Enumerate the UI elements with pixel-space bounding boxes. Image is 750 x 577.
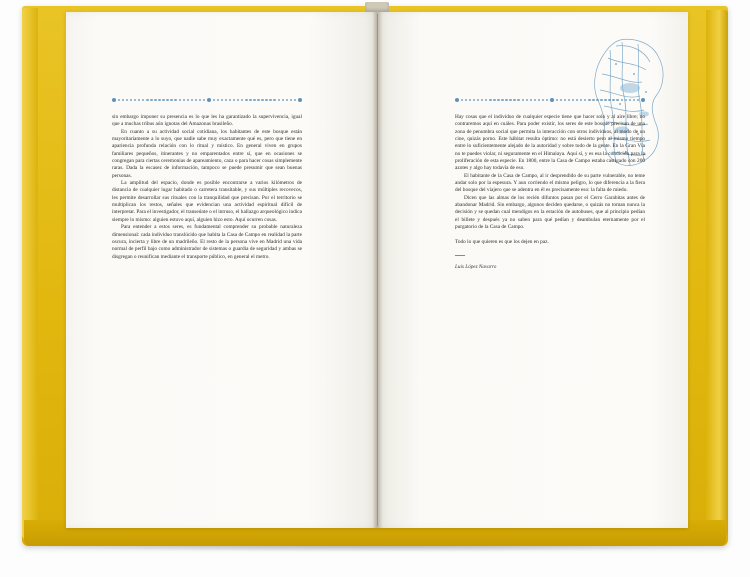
ornament-dot	[138, 99, 141, 102]
paragraph: El habitante de la Casa de Campo, al ir desprendido de su parte vulnerable, no teme andar solo por la espesura. Y aun corriendo el mismo peligro, lo que diferencia a la fiera del bosque del viajero que se adentra en él es precisamente eso: la falta de miedo.	[455, 172, 645, 194]
ornament-dot	[576, 99, 579, 102]
ornament-dot	[221, 99, 224, 102]
ornament-dot	[489, 99, 492, 102]
ornament-dot	[191, 99, 194, 102]
ornament-dot	[199, 99, 202, 102]
ornament-dot	[245, 99, 248, 102]
ornament-dot	[261, 99, 264, 102]
ornament-dot	[146, 99, 149, 102]
ornament-dot	[118, 99, 121, 102]
ornament-dot	[162, 99, 165, 102]
cover-right-edge	[706, 10, 728, 538]
ornament-dot	[229, 99, 232, 102]
ornament-dot	[286, 99, 289, 102]
ornament-dot	[241, 99, 244, 102]
paragraph: sin embargo imponer su presencia es lo que les ha garantizado la supervivencia, igual que a muchas tribus aún ignotas del Amazonas brasileño.	[112, 114, 302, 128]
ornament-dot	[517, 99, 520, 102]
ornament-dot	[526, 99, 529, 102]
ornament-dot	[469, 99, 472, 102]
ornament-dot	[522, 99, 525, 102]
ornament-dot	[290, 99, 293, 102]
left-page	[66, 12, 377, 528]
ornament-dot	[282, 99, 285, 102]
ornament-dot	[546, 99, 549, 102]
ornament-dot	[505, 99, 508, 102]
ornament-dot	[542, 99, 545, 102]
ornament-dot	[237, 99, 240, 102]
ornament-dot	[203, 99, 206, 102]
ornament-dot	[497, 99, 500, 102]
ornament-dot	[253, 99, 256, 102]
paragraph: Hay cosas que el individuo de cualquier especie tiene que hacer solo y al aire libre; no contraremos aquí en cuáles. Para poder existir, los seres de este bosque precisan de una zona de penumbra social que permita la interacción con otros individuos, al modo de un cine, quizás porno. Este hábitat resulta óptimo: no está desierto pero al mismo tiempo entre lo suficientemente alejado de la autoridad y sobre todo de la gente. En la Gran Vía no te puedes violar, ni seguramente en el Himalaya. Aquí sí, y es esa la condición para la proliferación de esta especie. En 1800, entre la Casa de Campo estaba castigado con 200 azotes y algo hay todavía de eso.	[455, 114, 645, 172]
ornament-dotted-rule-left	[112, 96, 302, 104]
ornament-dot	[580, 99, 583, 102]
paragraph: Dicen que las almas de los recién difuntos pasan por el Cerro Garabitas antes de abandonar Madrid. Sin embargo, algunos deciden quedarse, o quizás no toman nunca la decisión y se quedan cual mendigos en la estación de autobuses, que al principio pedían el billete y después ya no saben para qué pedían y deambulan eternamente por el purgatorio de la Casa de Campo.	[455, 194, 645, 231]
ornament-dot	[477, 99, 480, 102]
ornament-dot	[455, 98, 459, 102]
ornament-dot	[485, 99, 488, 102]
ornament-dot	[560, 99, 563, 102]
ornament-dot	[564, 99, 567, 102]
author-signature: Luis López Navarro	[455, 263, 497, 270]
ornament-dot	[225, 99, 228, 102]
ornament-dot	[158, 99, 161, 102]
ornament-dot	[493, 99, 496, 102]
ornament-dot	[269, 99, 272, 102]
ornament-dot	[142, 99, 145, 102]
ornament-dot	[130, 99, 133, 102]
ornament-dot	[273, 99, 276, 102]
ornament-dot	[265, 99, 268, 102]
ornament-dot	[461, 99, 464, 102]
ornament-dot	[481, 99, 484, 102]
ornament-dot	[233, 99, 236, 102]
ornament-dot	[550, 98, 554, 102]
ornament-dot	[294, 99, 297, 102]
ornament-dot	[298, 98, 302, 102]
paragraph: Para entender a estos seres, es fundamental comprender su probable naturaleza dimensional: cada individuo translúcido que habita la Casa de Campo en realidad la parte oscura, incierta y libre de un madrileño. El resto de la persona vive en Madrid una vida normal de perfil bajo como administrador de sistemas o guardia de seguridad y ambas se disgregan o reunifican mediante el transporte público, en general el metro.	[112, 224, 302, 260]
page-spread	[66, 12, 688, 528]
ornament-dot	[556, 99, 559, 102]
right-page-text-column	[455, 114, 645, 271]
paragraph: En cuanto a su actividad social cotidiana, los habitantes de este bosque están mayoritariamente a lo suyo, que nadie sabe muy exactamente qué es, pero que tiene en apariencia profunda relación con lo ritual y místico. En general viven en grupos familiares pequeños, itinerantes y no emparentados entre sí, que en ocasiones se congregan para ciertas ceremonias de apareamiento, caza o para hacer cosas simplemente raras. Dada la escasez de información, tampoco se puede presumir que sean buenas personas.	[112, 128, 302, 179]
signature-divider	[455, 255, 465, 256]
ornament-dot	[150, 99, 153, 102]
ornament-dot	[134, 99, 137, 102]
ornament-dot	[513, 99, 516, 102]
ornament-dot	[187, 99, 190, 102]
ornament-dot	[249, 99, 252, 102]
ornament-dot	[568, 99, 571, 102]
right-page	[377, 12, 688, 528]
ornament-dot	[126, 99, 129, 102]
spine-headband	[365, 2, 389, 12]
ornament-dot	[473, 99, 476, 102]
ornament-dot	[170, 99, 173, 102]
ornament-dot	[278, 99, 281, 102]
ornament-dot	[538, 99, 541, 102]
ornament-dot	[154, 99, 157, 102]
ornament-dot	[122, 99, 125, 102]
ornament-dot	[217, 99, 220, 102]
ornament-dot	[183, 99, 186, 102]
ornament-dot	[509, 99, 512, 102]
ornament-dot	[572, 99, 575, 102]
ornament-dot	[195, 99, 198, 102]
cover-left-edge	[22, 8, 38, 540]
ornament-dot	[174, 99, 177, 102]
ornament-dot	[179, 99, 182, 102]
ornament-dot	[465, 99, 468, 102]
left-page-text-column	[112, 114, 302, 261]
book-gutter-line	[377, 14, 378, 526]
ornament-dot	[501, 99, 504, 102]
ornament-dot	[112, 98, 116, 102]
ornament-dot	[213, 99, 216, 102]
ornament-dot	[257, 99, 260, 102]
ornament-dot	[534, 99, 537, 102]
paragraph: La amplitud del espacio, donde es posible encontrarse a varios kilómetros de distancia de cualquier lugar habitado o carretera transitable, y sus múltiples recovecos, les permite desarrollar sus rituales con la tranquilidad que precisan. Por el territorio se multiplican los restos, señales que evidencian una actividad espiritual difícil de interpretar. Para el investigador, el transeúnte o el intruso, el hallazgo arqueológico indica siempre lo mismo: alguien estuvo aquí, alguien hizo esto. Aquí ocurren cosas.	[112, 180, 302, 223]
ornament-dot	[530, 99, 533, 102]
ornament-dot	[207, 98, 211, 102]
paragraph: Todo lo que quieren es que los dejen en paz.	[455, 238, 549, 245]
ornament-dot	[166, 99, 169, 102]
